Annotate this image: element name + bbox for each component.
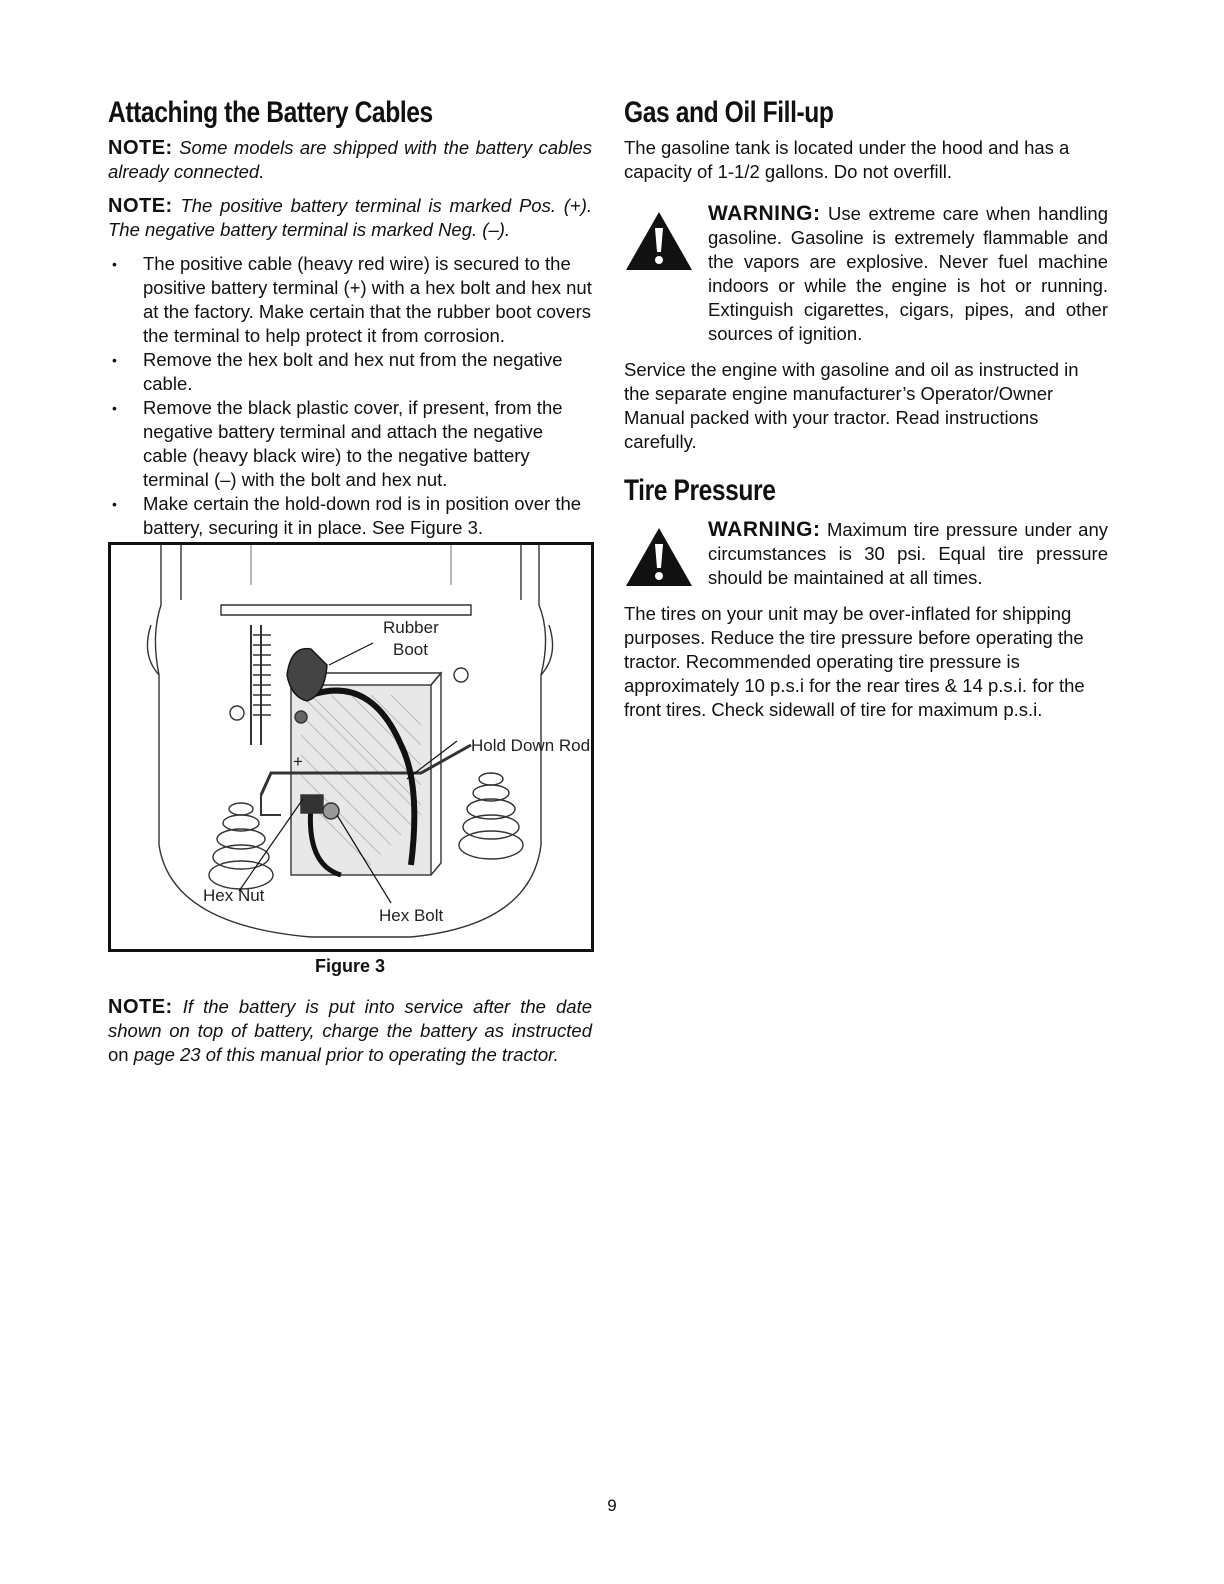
right-column [624, 96, 1108, 722]
label-boot: Boot [393, 640, 428, 659]
page-number: 9 [607, 1496, 617, 1515]
gas-intro: The gasoline tank is located under the hood and has a capacity of 1-1/2 gallons. Do not overfill. [624, 137, 1070, 182]
label-rubber: Rubber [383, 618, 439, 637]
label-hex-nut: Hex Nut [203, 886, 265, 905]
note-text-plain: on [108, 1044, 134, 1065]
section-title-gas-oil: Gas and Oil Fill-up [624, 96, 834, 129]
list-item: • The positive cable (heavy red wire) is secured to the positive battery terminal (+) with a hex bolt and hex nut at the factory. Make certain that the rubber boot covers the terminal to help protect it from corrosion. [108, 252, 592, 348]
label-hold-down-rod: Hold Down Rod [471, 736, 591, 755]
left-spring-icon [230, 625, 271, 745]
label-hex-bolt: Hex Bolt [379, 906, 444, 925]
list-item: • Remove the black plastic cover, if present, from the negative battery terminal and attach the negative cable (heavy black wire) to the negative battery terminal (–) with the bolt and hex nut. [108, 396, 592, 492]
gas-warning [624, 202, 1108, 346]
warning-text: Maximum tire pressure under any circumstances is 30 psi. Equal tire pressure should be maintained at all times. [708, 519, 1108, 588]
hex-bolt-icon [323, 803, 339, 819]
left-column [108, 96, 592, 1077]
note-terminal-marking [108, 194, 592, 242]
battery-illustration [111, 545, 591, 949]
warning-text: Use extreme care when handling gasoline. Gasoline is extremely flammable and the vapors are explosive. Never fuel machine indoors or while the engine is hot or running. Extinguish cigarettes, cigars, pipes, and other sources of ignition. [708, 203, 1108, 344]
tire-body: The tires on your unit may be over-inflated for shipping purposes. Reduce the tire pressure before operating the tractor. Recommended operating tire pressure is approximately 10 p.s.i for the rear tires & 14 p.s.i. for the front tires. Check sidewall of tire for maximum p.s.i. [624, 603, 1085, 720]
right-coil-spring-icon [459, 773, 523, 859]
tire-warning [624, 518, 1108, 590]
warning-label: WARNING: [708, 518, 821, 541]
gas-body: Service the engine with gasoline and oil as instructed in the separate engine manufacturer’s Operator/Owner Manual packed with your tractor. Read instructions carefully. [624, 359, 1079, 452]
note-charge-battery [108, 995, 592, 1067]
figure-3-battery-diagram [108, 542, 594, 952]
section-title-battery-cables: Attaching the Battery Cables [108, 96, 433, 129]
list-item: • Remove the hex bolt and hex nut from the negative cable. [108, 348, 592, 396]
note-text: Some models are shipped with the battery cables already connected. [108, 137, 592, 182]
label-plus: + [293, 752, 303, 771]
figure-caption: Figure 3 [314, 956, 385, 976]
warning-triangle-icon [624, 210, 694, 272]
note-label: NOTE: [108, 195, 173, 217]
battery-steps-list [108, 252, 592, 540]
section-title-tire-pressure: Tire Pressure [624, 474, 776, 507]
warning-label: WARNING: [708, 202, 821, 225]
note-label: NOTE: [108, 996, 173, 1018]
note-text: The positive battery terminal is marked Pos. (+). The negative battery terminal is marked Neg. (–). [108, 195, 592, 240]
note-label: NOTE: [108, 137, 173, 159]
warning-triangle-icon [624, 526, 694, 588]
note-text: page 23 of this manual prior to operating the tractor. [133, 1044, 559, 1065]
hex-nut-icon [301, 795, 323, 813]
list-item: • Make certain the hold-down rod is in position over the battery, securing it in place. See Figure 3. [108, 492, 592, 540]
note-shipped-connected [108, 136, 592, 184]
note-text: If the battery is put into service after the date shown on top of battery, charge the battery as instructed [108, 996, 593, 1041]
